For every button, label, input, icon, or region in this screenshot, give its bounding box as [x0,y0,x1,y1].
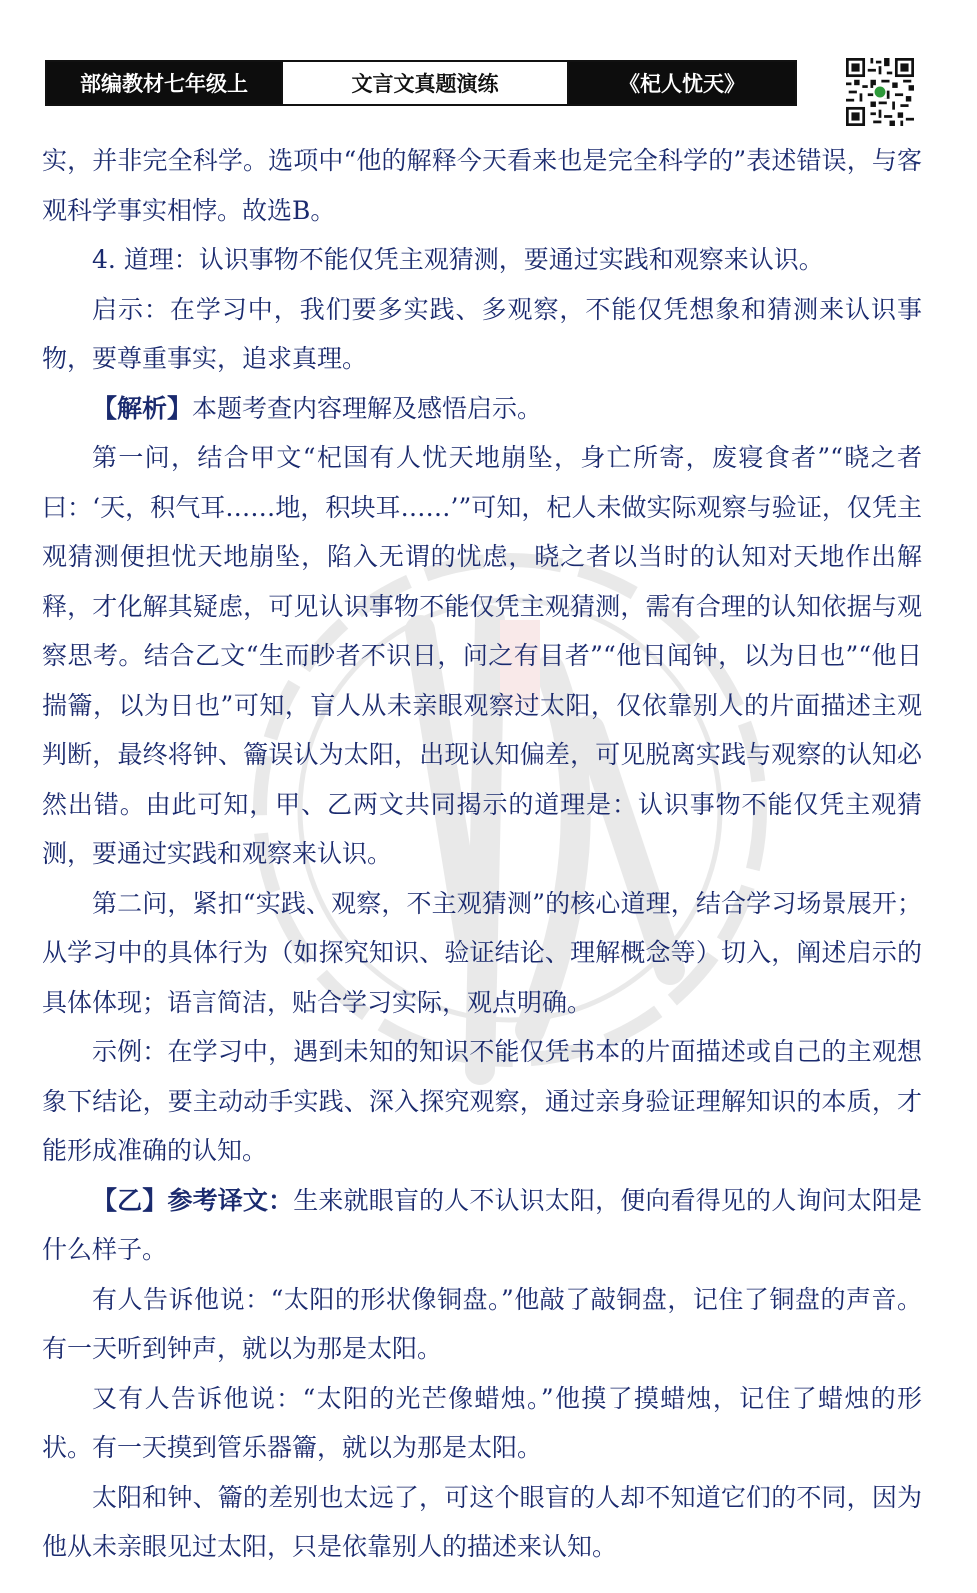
translation-label: 【乙】参考译文： [92,1185,294,1215]
paragraph-analysis [42,384,922,434]
paragraph-answer-3-cont: 实，并非完全科学。选项中“他的解释今天看来也是完全科学的”表述错误，与客观科学事实相悖。故选B。 [42,146,922,225]
paragraph-example: 示例：在学习中，遇到未知的知识不能仅凭书本的片面描述或自己的主观想象下结论，要主动动手实践、深入探究观察，通过亲身验证理解知识的本质，才能形成准确的认知。 [42,1037,922,1165]
paragraph-first-question: 第一问，结合甲文“杞国有人忧天地崩坠，身亡所寄，废寝食者”“晓之者曰：‘天，积气耳……地，积块耳……’”可知，杞人未做实际观察与验证，仅凭主观猜测便担忧天地崩坠，陷入无谓的忧虑，晓之者以当时的认知对天地作出解释，才化解其疑虑，可见认识事物不能仅凭主观猜测，需有合理的认知依据与观察思考。结合乙文“生而眇者不识日，问之有目者”“他日闻钟，以为日也”“他日揣籥，以为日也”可知，盲人从未亲眼观察过太阳，仅依靠别人的片面描述主观判断，最终将钟、籥误认为太阳，出现认知偏差，可见脱离实践与观察的认知必然出错。由此可知，甲、乙两文共同揭示的道理是：认识事物不能仅凭主观猜测，要通过实践和观察来认识。 [42,443,922,868]
header-lesson-title: 《杞人忧天》 [569,62,795,104]
translation-text: 生来就眼盲的人不认识太阳，便向看得见的人询问太阳是什么样子。 [42,1185,922,1264]
header-section-title: 文言文真题演练 [281,62,569,104]
analysis-text: 本题考查内容理解及感悟启示。 [192,393,543,423]
paragraph-enlightenment: 启示：在学习中，我们要多实践、多观察，不能仅凭想象和猜测来认识事物，要尊重事实，追求真理。 [42,294,922,373]
qr-code-icon [846,58,914,126]
analysis-label: 【解析】 [92,393,193,423]
paragraph-translation-3: 太阳和钟、籥的差别也太远了，可这个眼盲的人却不知道它们的不同，因为他从未亲眼见过太阳，只是依靠别人的描述来认知。 [42,1482,922,1561]
paragraph-translation-1: 有人告诉他说：“太阳的形状像铜盘。”他敲了敲铜盘，记住了铜盘的声音。有一天听到钟声，就以为那是太阳。 [42,1284,922,1363]
paragraph-translation-2: 又有人告诉他说：“太阳的光芒像蜡烛。”他摸了摸蜡烛，记住了蜡烛的形状。有一天摸到管乐器籥，就以为那是太阳。 [42,1383,922,1462]
paragraph-answer-4: 4. 道理：认识事物不能仅凭主观猜测，要通过实践和观察来认识。 [92,245,824,274]
header-grade-label: 部编教材七年级上 [47,62,281,104]
header-bar [45,60,797,106]
document-body [42,136,922,1572]
paragraph-translation-intro [42,1176,922,1275]
paragraph-second-question: 第二问，紧扣“实践、观察，不主观猜测”的核心道理，结合学习场景展开；从学习中的具体行为（如探究知识、验证结论、理解概念等）切入，阐述启示的具体体现；语言简洁，贴合学习实际，观点明确。 [42,888,922,1017]
